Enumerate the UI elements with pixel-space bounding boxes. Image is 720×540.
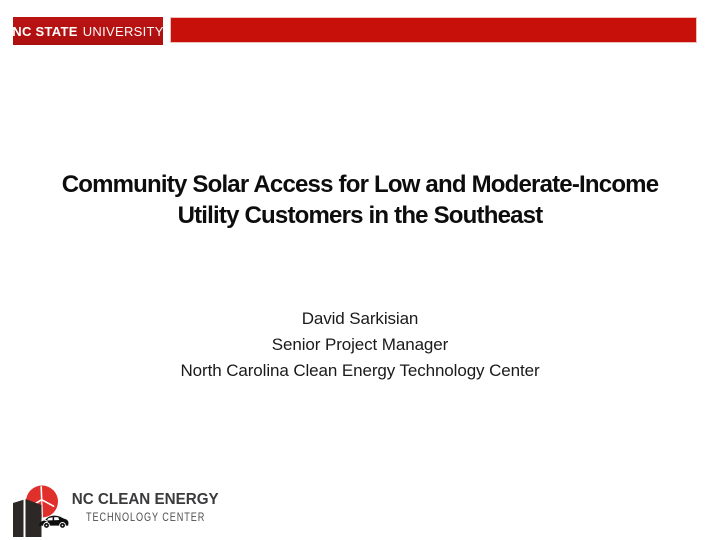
slide-title-line2: Utility Customers in the Southeast <box>177 202 543 229</box>
byline <box>0 306 720 384</box>
ncstate-logo-regular-text: UNIVERSITY <box>82 23 164 39</box>
header-red-bar <box>170 17 697 43</box>
logo-title-text: NC CLEAN ENERGY <box>71 491 219 508</box>
car-icon <box>39 516 69 529</box>
presenter-name: David Sarkisian <box>301 309 419 328</box>
slide-title-line1: Community Solar Access for Low and Moderate-Income <box>61 171 659 198</box>
presenter-role: Senior Project Manager <box>271 335 449 354</box>
nc-clean-energy-logo-mark <box>13 473 73 539</box>
slide-title <box>0 169 720 231</box>
presenter-org: North Carolina Clean Energy Technology Center <box>180 361 540 380</box>
ncstate-logo-bold-text: NC STATE <box>12 23 78 39</box>
logo-subtitle-text: TECHNOLOGY CENTER <box>86 510 206 524</box>
nc-clean-energy-logo <box>13 473 233 539</box>
ncstate-university-logo <box>13 17 163 45</box>
buildings-icon <box>13 499 42 537</box>
nc-clean-energy-logo-text <box>68 491 218 523</box>
